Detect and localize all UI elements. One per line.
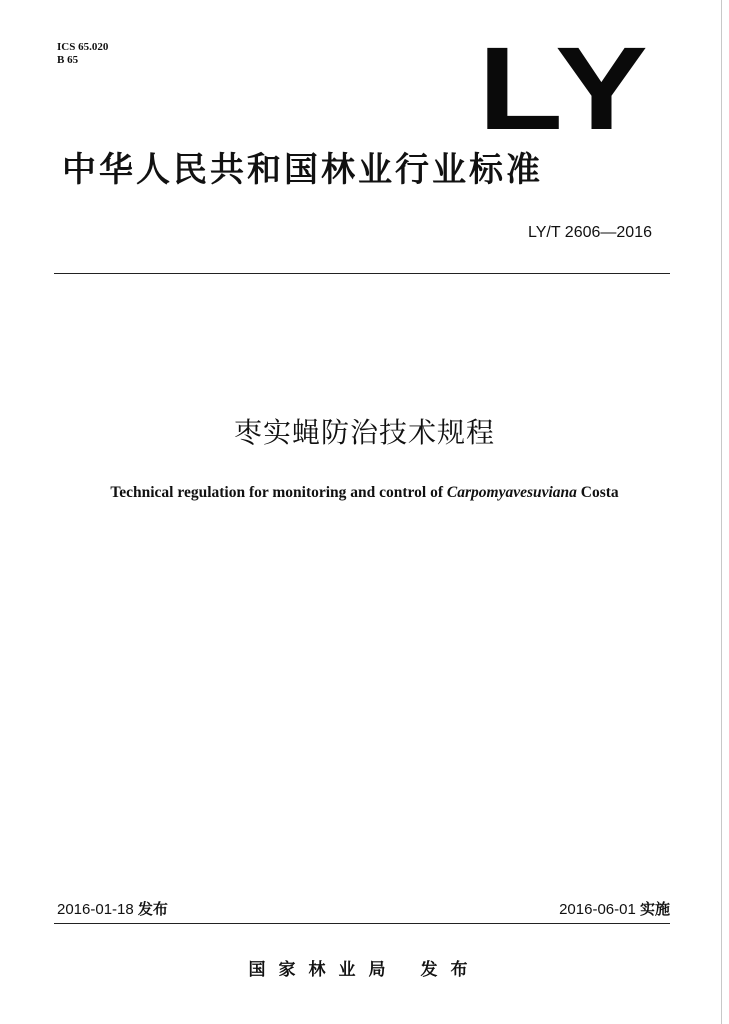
classification-block xyxy=(57,41,108,67)
header-divider xyxy=(54,273,670,274)
standard-code: LY/T 2606—2016 xyxy=(528,224,652,241)
title-en-species: Carpomyavesuviana xyxy=(446,484,577,501)
ly-logo: LY xyxy=(478,23,653,155)
effective-date: 2016-06-01 xyxy=(559,901,636,918)
ccs-code: B 65 xyxy=(57,54,79,66)
document-title-chinese: 枣实蝇防治技术规程 xyxy=(233,416,495,449)
ics-code: ICS 65.020 xyxy=(57,41,109,53)
effective-label: 实施 xyxy=(639,901,670,918)
release-date-line xyxy=(57,900,168,920)
page-edge-line xyxy=(721,0,722,1024)
issuing-agency: 国家林业局 xyxy=(248,960,399,980)
effective-date-line xyxy=(420,900,670,920)
footer-divider xyxy=(54,923,670,924)
document-title-english xyxy=(0,483,729,503)
issuer-action: 发布 xyxy=(420,960,481,980)
release-date: 2016-01-18 xyxy=(57,901,134,918)
standard-title: 中华人民共和国林业行业标准 xyxy=(62,150,543,190)
release-label: 发布 xyxy=(137,901,168,918)
title-en-suffix: Costa xyxy=(576,484,619,501)
title-en-prefix: Technical regulation for monitoring and control of xyxy=(110,484,447,501)
issuer-line xyxy=(0,958,729,982)
